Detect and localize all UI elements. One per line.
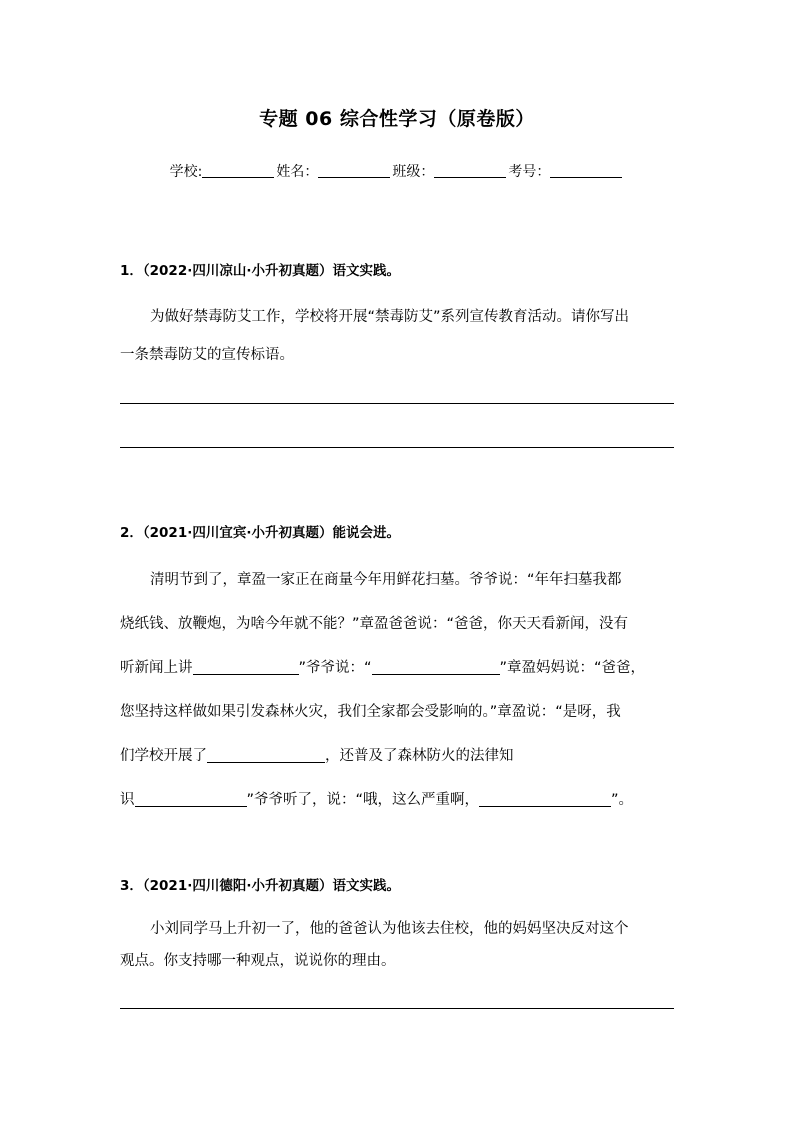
question-2-blank-3[interactable] xyxy=(207,747,325,763)
question-1-answer-line-1[interactable] xyxy=(120,403,674,404)
question-2-body xyxy=(120,568,674,808)
student-info-row xyxy=(0,161,794,181)
question-1-title: 1．（2022·四川凉山·小升初真题）语文实践。 xyxy=(120,263,400,279)
question-3-line-1: 小刘同学马上升初一了，他的爸爸认为他该去住校，他的妈妈坚决反对这个 xyxy=(150,921,629,937)
question-3-title: 3．（2021·四川德阳·小升初真题）语文实践。 xyxy=(120,878,400,894)
school-blank[interactable] xyxy=(202,163,274,178)
question-2-line-3a: 听新闻上讲 xyxy=(120,660,193,676)
question-2-line-6b: ”爷爷听了，说：“哦，这么严重啊， xyxy=(246,792,480,808)
question-2-line-6c: ”。 xyxy=(611,792,634,808)
question-2-line-5b: ，还普及了森林防火的法律知 xyxy=(325,748,514,764)
exam-number-blank[interactable] xyxy=(550,163,622,178)
question-1-line-1: 为做好禁毒防艾工作，学校将开展“禁毒防艾”系列宣传教育活动。请你写出 xyxy=(150,309,630,325)
school-label: 学校: xyxy=(169,164,203,180)
question-1-body xyxy=(120,305,674,363)
question-1-line-2: 一条禁毒防艾的宣传标语。 xyxy=(120,347,294,363)
question-2-title: 2．（2021·四川宜宾·小升初真题）能说会进。 xyxy=(120,525,400,541)
question-3-line-2: 观点。你支持哪一种观点，说说你的理由。 xyxy=(120,953,396,969)
question-2-blank-1[interactable] xyxy=(193,659,299,675)
question-3-body xyxy=(120,917,674,969)
class-label: 班级： xyxy=(392,164,435,180)
name-label: 姓名： xyxy=(276,164,319,180)
question-2-line-1: 清明节到了，章盈一家正在商量今年用鲜花扫墓。爷爷说：“年年扫墓我都 xyxy=(150,572,622,588)
question-2-line-3b: ”爷爷说：“ xyxy=(298,660,372,676)
page-title: 专题 06 综合性学习（原卷版） xyxy=(259,108,535,130)
class-blank[interactable] xyxy=(434,163,506,178)
question-2-blank-2[interactable] xyxy=(372,659,500,675)
question-2-line-2: 烧纸钱、放鞭炮，为啥今年就不能？”章盈爸爸说：“爸爸，你天天看新闻，没有 xyxy=(120,616,629,632)
exam-number-label: 考号： xyxy=(508,164,551,180)
question-2-blank-4[interactable] xyxy=(135,791,247,807)
question-2-line-3c: ”章盈妈妈说：“爸爸， xyxy=(499,660,646,676)
question-1-answer-line-2[interactable] xyxy=(120,447,674,448)
question-3-answer-line-1[interactable] xyxy=(120,1008,674,1009)
question-2-line-4: 您坚持这样做如果引发森林火灾，我们全家都会受影响的。”章盈说：“是呀，我 xyxy=(120,704,621,720)
question-2-line-5a: 们学校开展了 xyxy=(120,748,207,764)
question-2-blank-5[interactable] xyxy=(479,791,611,807)
name-blank[interactable] xyxy=(318,163,390,178)
question-2-line-6a: 识 xyxy=(120,792,135,808)
